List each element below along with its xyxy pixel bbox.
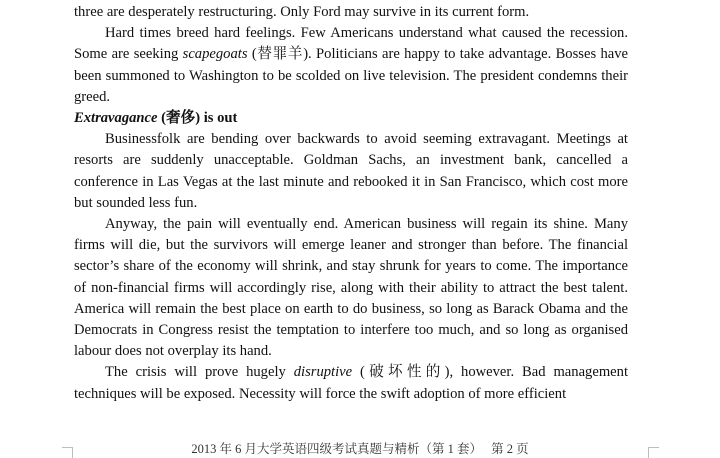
footer-title: 2013 年 6 月大学英语四级考试真题与精析（第 1 套） [191, 442, 482, 456]
text-segment: (破坏性的), however. Bad management techniques will be exposed. Necessity will force the swift adoption of more efficient [74, 364, 629, 402]
heading-term: Extravagance [74, 110, 158, 127]
paragraph-anyway: Anyway, the pain will eventually end. American business will regain its shine. Many firms will die, but the survivors will emerge leaner and stronger than before. The financial sector’s share of the economy will shrink, and stay shrunk for years to come. The importance of non-financial firms will accordingly rise, along with their ability to attract the best talent. America will remain the best place on earth to do business, so long as Barack Obama and the Democrats in Congress resist the temptation to interfere too much, and so long as organised labour does not overplay its hand. [74, 216, 628, 360]
page-footer [0, 439, 720, 457]
crop-mark-left [62, 447, 73, 458]
paragraph-top: three are desperately restructuring. Only Ford may survive in its current form. [74, 4, 530, 20]
heading-suffix: is out [200, 110, 238, 127]
footer-page-number: 第 2 页 [491, 442, 529, 456]
article-text [74, 2, 628, 405]
section-heading [74, 108, 628, 129]
heading-translation: (奢侈) [157, 110, 201, 127]
paragraph-hard-times [74, 23, 628, 108]
paragraph-businessfolk: Businessfolk are bending over backwards to avoid seeming extravagant. Meetings at resorts are suddenly unacceptable. Goldman Sachs, an investment bank, cancelled a conference in Las Vegas at the last minute and rebooked it in San Francisco, which cost more but sounded less fun. [74, 131, 628, 211]
vocab-disruptive: disruptive [293, 364, 353, 381]
text-segment: The crisis will prove hugely [105, 364, 294, 381]
text-segment: Hard times breed hard feelings. Few Americans understand what caused the recession. Some are seeking [74, 25, 628, 63]
crop-mark-right [648, 447, 659, 458]
paragraph-crisis [74, 362, 628, 404]
vocab-scapegoats: scapegoats [182, 46, 248, 63]
text-segment: (替罪羊). Politicians are happy to take advantage. Bosses have been summoned to Washington to be scolded on live television. The president condemns their greed. [74, 46, 628, 105]
